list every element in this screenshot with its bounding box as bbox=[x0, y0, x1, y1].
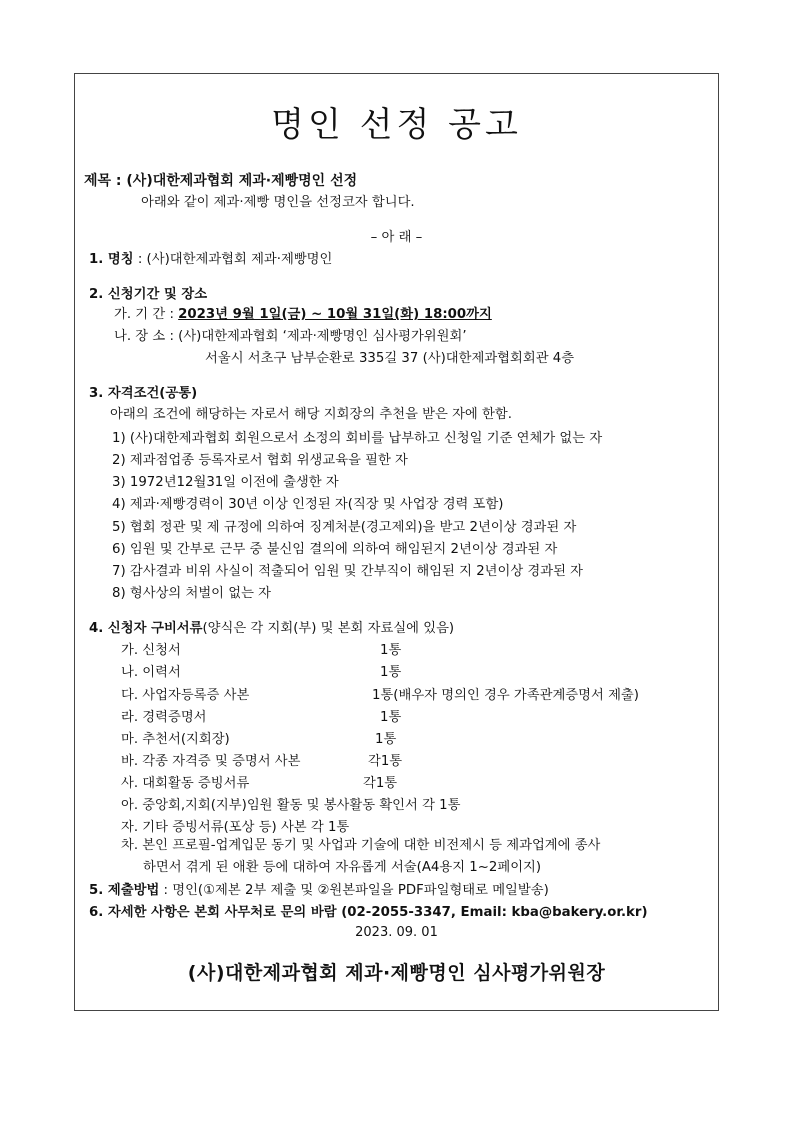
page-title: 명인 선정 공고 bbox=[271, 105, 522, 145]
qualification-item: 8) 형사상의 처벌이 없는 자 bbox=[112, 586, 272, 601]
doc-name: 사. 대회활동 증빙서류 bbox=[121, 776, 250, 791]
doc-qty: 1통 bbox=[380, 665, 402, 680]
section-1 bbox=[89, 252, 332, 268]
qualification-item: 5) 협회 정관 및 제 규정에 의하여 징계처분(경고제외)을 받고 2년이상 경과된 자 bbox=[112, 520, 577, 535]
divider-heading: – 아 래 – bbox=[370, 230, 423, 245]
doc-extra: 차. 본인 프로필-업계입문 동기 및 사업과 기술에 대한 비전제시 등 제과업계에 종사 bbox=[121, 838, 601, 853]
section-3-heading: 3. 자격조건(공통) bbox=[89, 386, 198, 401]
doc-name: 가. 신청서 bbox=[121, 643, 181, 658]
section-5 bbox=[89, 883, 549, 899]
qualification-item: 2) 제과점업종 등록자로서 협회 위생교육을 필한 자 bbox=[112, 453, 408, 468]
period-label: 가. 기 간 : bbox=[114, 307, 179, 322]
section-4-note: (양식은 각 지회(부) 및 본회 자료실에 있음) bbox=[202, 621, 455, 636]
qualification-item: 6) 임원 및 간부로 근무 중 불신임 결의에 의하여 해임된지 2년이상 경과된 자 bbox=[112, 542, 558, 557]
period-value: 2023년 9월 1일(금) ~ 10월 31일(화) 18:00까지 bbox=[178, 307, 492, 322]
doc-name: 다. 사업자등록증 사본 bbox=[121, 688, 250, 703]
place-line: 나. 장 소 : (사)대한제과협회 ‘제과·제빵명인 심사평가위원회’ bbox=[114, 329, 467, 344]
doc-extra: 자. 기타 증빙서류(포상 등) 사본 각 1통 bbox=[121, 820, 350, 835]
doc-extra: 하면서 겪게 된 애환 등에 대하여 자유롭게 서술(A4용지 1~2페이지) bbox=[143, 860, 542, 875]
section-6: 6. 자세한 사항은 본회 사무처로 문의 바람 (02-2055-3347, Email: kba@bakery.or.kr) bbox=[89, 905, 648, 920]
notice-date: 2023. 09. 01 bbox=[355, 925, 438, 940]
section-4-heading: 4. 신청자 구비서류 bbox=[89, 621, 203, 636]
doc-qty: 1통 bbox=[380, 710, 402, 725]
doc-qty: 1통(배우자 명의인 경우 가족관계증명서 제출) bbox=[372, 688, 639, 703]
section-5-heading: 5. 제출방법 bbox=[89, 883, 160, 898]
subject-intro: 아래와 같이 제과·제빵 명인을 선정코자 합니다. bbox=[141, 195, 415, 210]
section-3-intro: 아래의 조건에 해당하는 자로서 해당 지회장의 추천을 받은 자에 한함. bbox=[110, 407, 512, 422]
doc-extra: 아. 중앙회,지회(지부)임원 활동 및 봉사활동 확인서 각 1통 bbox=[121, 798, 461, 813]
doc-name: 나. 이력서 bbox=[121, 665, 181, 680]
qualification-item: 7) 감사결과 비위 사실이 적출되어 임원 및 간부직이 해임된 지 2년이상 경과된 자 bbox=[112, 564, 584, 579]
doc-qty: 1통 bbox=[380, 643, 402, 658]
qualification-item: 1) (사)대한제과협회 회원으로서 소정의 회비를 납부하고 신청일 기준 연체가 없는 자 bbox=[112, 431, 603, 446]
qualification-item: 3) 1972년12월31일 이전에 출생한 자 bbox=[112, 475, 339, 490]
doc-name: 바. 각종 자격증 및 증명서 사본 bbox=[121, 754, 301, 769]
doc-name: 라. 경력증명서 bbox=[121, 710, 207, 725]
qualification-item: 4) 제과·제빵경력이 30년 이상 인정된 자(직장 및 사업장 경력 포함) bbox=[112, 497, 504, 512]
section-1-text: : (사)대한제과협회 제과·제빵명인 bbox=[133, 252, 333, 267]
section-2-heading: 2. 신청기간 및 장소 bbox=[89, 287, 208, 302]
doc-qty: 각1통 bbox=[363, 776, 398, 791]
doc-name: 마. 추천서(지회장) bbox=[121, 732, 230, 747]
subject-line: 제목 : (사)대한제과협회 제과·제빵명인 선정 bbox=[84, 173, 358, 189]
address-line: 서울시 서초구 남부순환로 335길 37 (사)대한제과협회회관 4층 bbox=[205, 351, 575, 366]
section-1-heading: 1. 명칭 bbox=[89, 252, 134, 267]
period-line bbox=[114, 307, 492, 323]
section-5-text: : 명인(①제본 2부 제출 및 ②원본파일을 PDF파일형태로 메일발송) bbox=[159, 883, 549, 898]
signature: (사)대한제과협회 제과·제빵명인 심사평가위원장 bbox=[187, 962, 606, 984]
doc-qty: 1통 bbox=[375, 732, 397, 747]
section-4 bbox=[89, 621, 454, 637]
doc-qty: 각1통 bbox=[368, 754, 403, 769]
